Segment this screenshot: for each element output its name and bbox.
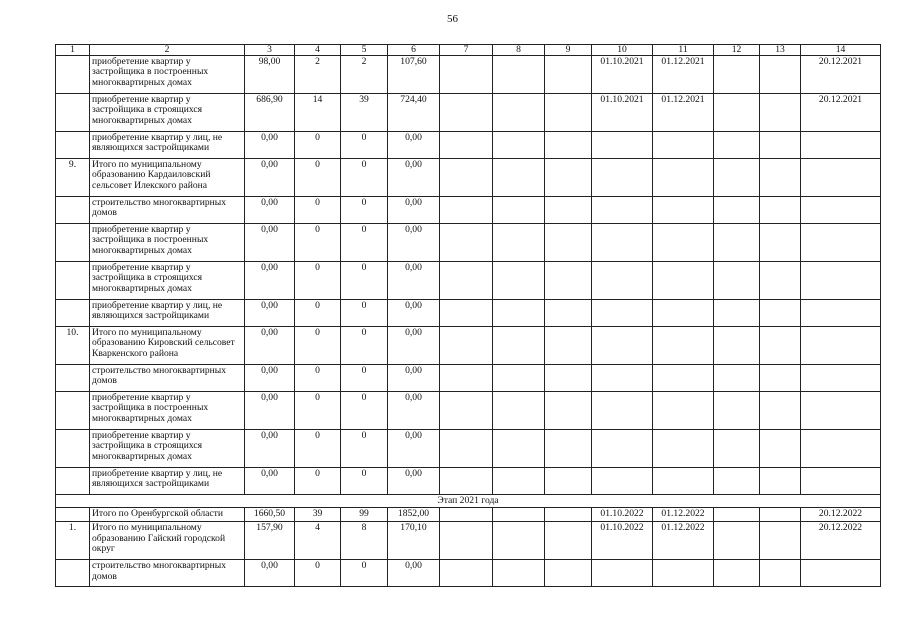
row-description-cell: строительство многоквартирных домов <box>90 197 245 224</box>
table-row <box>56 56 881 94</box>
date-cell: 01.10.2022 <box>592 508 653 522</box>
row-description-cell: Итого по муниципальному образованию Кировский сельсовет Кваркенского района <box>90 327 245 365</box>
count-cell: 2 <box>295 56 341 94</box>
table-row <box>56 159 881 197</box>
table-row <box>56 224 881 262</box>
empty-cell <box>545 56 592 94</box>
empty-cell <box>760 132 801 159</box>
empty-cell <box>714 560 760 587</box>
cost-cell: 98,00 <box>245 56 295 94</box>
area-cell: 0,00 <box>388 262 440 300</box>
empty-cell <box>545 159 592 197</box>
empty-cell <box>760 508 801 522</box>
empty-cell <box>545 365 592 392</box>
date-cell <box>801 159 881 197</box>
empty-cell <box>440 132 493 159</box>
table-row <box>56 392 881 430</box>
cost-cell: 0,00 <box>245 365 295 392</box>
date-cell <box>592 365 653 392</box>
date-cell: 01.10.2021 <box>592 94 653 132</box>
date-cell <box>592 327 653 365</box>
count-cell: 0 <box>341 560 388 587</box>
row-description-cell: приобретение квартир у застройщика в построенных многоквартирных домах <box>90 56 245 94</box>
cost-cell: 0,00 <box>245 327 295 365</box>
date-cell <box>592 197 653 224</box>
row-description-cell: строительство многоквартирных домов <box>90 560 245 587</box>
cost-cell: 0,00 <box>245 224 295 262</box>
date-cell <box>592 430 653 468</box>
empty-cell <box>760 56 801 94</box>
count-cell: 2 <box>341 56 388 94</box>
empty-cell <box>545 197 592 224</box>
empty-cell <box>714 522 760 560</box>
cost-cell: 1660,50 <box>245 508 295 522</box>
column-number-cell: 9 <box>545 45 592 56</box>
date-cell: 01.12.2021 <box>653 94 714 132</box>
empty-cell <box>760 522 801 560</box>
area-cell: 0,00 <box>388 560 440 587</box>
area-cell: 0,00 <box>388 430 440 468</box>
count-cell: 4 <box>295 522 341 560</box>
row-index-cell <box>56 197 90 224</box>
empty-cell <box>440 365 493 392</box>
row-description-cell: приобретение квартир у застройщика в строящихся многоквартирных домах <box>90 430 245 468</box>
empty-cell <box>493 365 545 392</box>
row-description-cell: Итого по муниципальному образованию Кардаиловский сельсовет Илекского района <box>90 159 245 197</box>
area-cell: 0,00 <box>388 300 440 327</box>
area-cell: 0,00 <box>388 197 440 224</box>
area-cell: 0,00 <box>388 132 440 159</box>
empty-cell <box>493 508 545 522</box>
row-description-cell: строительство многоквартирных домов <box>90 365 245 392</box>
count-cell: 0 <box>341 327 388 365</box>
column-number-cell: 5 <box>341 45 388 56</box>
column-number-cell: 2 <box>90 45 245 56</box>
column-number-cell: 13 <box>760 45 801 56</box>
column-number-cell: 14 <box>801 45 881 56</box>
row-index-cell: 9. <box>56 159 90 197</box>
row-index-cell <box>56 560 90 587</box>
count-cell: 99 <box>341 508 388 522</box>
cost-cell: 0,00 <box>245 392 295 430</box>
table-row <box>56 522 881 560</box>
column-number-cell: 1 <box>56 45 90 56</box>
date-cell <box>592 132 653 159</box>
area-cell: 1852,00 <box>388 508 440 522</box>
table-row <box>56 94 881 132</box>
area-cell: 107,60 <box>388 56 440 94</box>
empty-cell <box>545 560 592 587</box>
empty-cell <box>493 430 545 468</box>
row-description-cell: Итого по Оренбургской области <box>90 508 245 522</box>
empty-cell <box>440 159 493 197</box>
empty-cell <box>440 327 493 365</box>
empty-cell <box>440 430 493 468</box>
date-cell <box>653 224 714 262</box>
date-cell: 20.12.2021 <box>801 94 881 132</box>
date-cell <box>801 560 881 587</box>
date-cell <box>801 262 881 300</box>
count-cell: 8 <box>341 522 388 560</box>
row-index-cell <box>56 300 90 327</box>
empty-cell <box>714 508 760 522</box>
count-cell: 0 <box>295 392 341 430</box>
empty-cell <box>493 224 545 262</box>
date-cell <box>592 468 653 495</box>
count-cell: 0 <box>295 197 341 224</box>
row-description-cell: приобретение квартир у лиц, не являющихся застройщиками <box>90 300 245 327</box>
empty-cell <box>545 522 592 560</box>
count-cell: 0 <box>341 159 388 197</box>
empty-cell <box>493 327 545 365</box>
column-number-row <box>56 45 881 56</box>
row-index-cell <box>56 94 90 132</box>
empty-cell <box>493 300 545 327</box>
empty-cell <box>440 224 493 262</box>
empty-cell <box>545 94 592 132</box>
empty-cell <box>714 197 760 224</box>
date-cell: 01.12.2021 <box>653 56 714 94</box>
row-description-cell: приобретение квартир у застройщика в построенных многоквартирных домах <box>90 392 245 430</box>
count-cell: 0 <box>295 132 341 159</box>
count-cell: 0 <box>295 468 341 495</box>
cost-cell: 157,90 <box>245 522 295 560</box>
table-row <box>56 430 881 468</box>
empty-cell <box>714 430 760 468</box>
count-cell: 0 <box>341 468 388 495</box>
count-cell: 0 <box>341 365 388 392</box>
row-index-cell <box>56 508 90 522</box>
date-cell: 01.12.2022 <box>653 522 714 560</box>
column-number-cell: 6 <box>388 45 440 56</box>
date-cell <box>801 132 881 159</box>
date-cell <box>801 300 881 327</box>
empty-cell <box>760 327 801 365</box>
empty-cell <box>493 94 545 132</box>
empty-cell <box>714 327 760 365</box>
area-cell: 0,00 <box>388 468 440 495</box>
count-cell: 39 <box>341 94 388 132</box>
date-cell <box>592 262 653 300</box>
row-index-cell <box>56 365 90 392</box>
table-row <box>56 560 881 587</box>
empty-cell <box>760 197 801 224</box>
column-number-cell: 7 <box>440 45 493 56</box>
date-cell <box>653 327 714 365</box>
date-cell <box>592 224 653 262</box>
row-description-cell: приобретение квартир у застройщика в строящихся многоквартирных домах <box>90 262 245 300</box>
empty-cell <box>714 262 760 300</box>
count-cell: 0 <box>341 197 388 224</box>
empty-cell <box>440 197 493 224</box>
empty-cell <box>545 224 592 262</box>
count-cell: 0 <box>341 392 388 430</box>
row-description-cell: приобретение квартир у лиц, не являющихся застройщиками <box>90 468 245 495</box>
row-index-cell <box>56 468 90 495</box>
table-row <box>56 365 881 392</box>
empty-cell <box>493 392 545 430</box>
date-cell <box>653 430 714 468</box>
date-cell <box>653 300 714 327</box>
empty-cell <box>760 300 801 327</box>
date-cell <box>592 300 653 327</box>
empty-cell <box>440 468 493 495</box>
empty-cell <box>493 522 545 560</box>
row-index-cell <box>56 392 90 430</box>
date-cell <box>653 468 714 495</box>
cost-cell: 0,00 <box>245 159 295 197</box>
date-cell <box>653 365 714 392</box>
empty-cell <box>714 392 760 430</box>
count-cell: 0 <box>341 430 388 468</box>
table-row <box>56 300 881 327</box>
area-cell: 0,00 <box>388 159 440 197</box>
row-index-cell <box>56 430 90 468</box>
row-index-cell <box>56 56 90 94</box>
date-cell: 01.10.2022 <box>592 522 653 560</box>
count-cell: 0 <box>295 262 341 300</box>
empty-cell <box>760 392 801 430</box>
empty-cell <box>714 224 760 262</box>
row-index-cell: 10. <box>56 327 90 365</box>
empty-cell <box>714 159 760 197</box>
empty-cell <box>545 132 592 159</box>
cost-cell: 0,00 <box>245 262 295 300</box>
column-number-cell: 10 <box>592 45 653 56</box>
cost-cell: 686,90 <box>245 94 295 132</box>
date-cell <box>653 132 714 159</box>
count-cell: 0 <box>295 327 341 365</box>
cost-cell: 0,00 <box>245 560 295 587</box>
area-cell: 0,00 <box>388 327 440 365</box>
empty-cell <box>440 508 493 522</box>
count-cell: 39 <box>295 508 341 522</box>
date-cell <box>801 468 881 495</box>
empty-cell <box>760 262 801 300</box>
empty-cell <box>760 159 801 197</box>
empty-cell <box>493 132 545 159</box>
date-cell <box>801 430 881 468</box>
empty-cell <box>440 262 493 300</box>
row-description-cell: Итого по муниципальному образованию Гайский городской округ <box>90 522 245 560</box>
table-row <box>56 262 881 300</box>
empty-cell <box>760 365 801 392</box>
column-number-cell: 3 <box>245 45 295 56</box>
row-description-cell: приобретение квартир у лиц, не являющихся застройщиками <box>90 132 245 159</box>
table-row <box>56 327 881 365</box>
empty-cell <box>493 262 545 300</box>
count-cell: 0 <box>295 430 341 468</box>
cost-cell: 0,00 <box>245 430 295 468</box>
date-cell <box>801 224 881 262</box>
row-description-cell: приобретение квартир у застройщика в строящихся многоквартирных домах <box>90 94 245 132</box>
count-cell: 0 <box>341 224 388 262</box>
row-index-cell <box>56 132 90 159</box>
empty-cell <box>493 159 545 197</box>
empty-cell <box>714 132 760 159</box>
empty-cell <box>440 300 493 327</box>
page-number: 56 <box>447 13 458 25</box>
column-number-cell: 4 <box>295 45 341 56</box>
count-cell: 0 <box>295 159 341 197</box>
area-cell: 0,00 <box>388 365 440 392</box>
program-table <box>55 44 881 587</box>
date-cell <box>592 159 653 197</box>
empty-cell <box>545 392 592 430</box>
cost-cell: 0,00 <box>245 197 295 224</box>
empty-cell <box>545 430 592 468</box>
area-cell: 0,00 <box>388 224 440 262</box>
empty-cell <box>714 56 760 94</box>
empty-cell <box>440 56 493 94</box>
empty-cell <box>493 197 545 224</box>
area-cell: 0,00 <box>388 392 440 430</box>
empty-cell <box>545 468 592 495</box>
empty-cell <box>714 468 760 495</box>
empty-cell <box>714 94 760 132</box>
stage-row <box>56 495 881 508</box>
date-cell <box>801 327 881 365</box>
date-cell <box>653 560 714 587</box>
date-cell <box>801 197 881 224</box>
count-cell: 0 <box>295 365 341 392</box>
area-cell: 724,40 <box>388 94 440 132</box>
date-cell: 20.12.2022 <box>801 508 881 522</box>
empty-cell <box>440 522 493 560</box>
table-row <box>56 197 881 224</box>
empty-cell <box>545 327 592 365</box>
count-cell: 0 <box>341 262 388 300</box>
empty-cell <box>714 365 760 392</box>
empty-cell <box>545 262 592 300</box>
date-cell: 20.12.2021 <box>801 56 881 94</box>
date-cell <box>801 392 881 430</box>
date-cell <box>801 365 881 392</box>
empty-cell <box>760 468 801 495</box>
date-cell: 01.10.2021 <box>592 56 653 94</box>
count-cell: 0 <box>295 224 341 262</box>
row-index-cell: 1. <box>56 522 90 560</box>
empty-cell <box>493 560 545 587</box>
area-cell: 170,10 <box>388 522 440 560</box>
empty-cell <box>760 94 801 132</box>
row-index-cell <box>56 224 90 262</box>
row-description-cell: приобретение квартир у застройщика в построенных многоквартирных домах <box>90 224 245 262</box>
empty-cell <box>440 392 493 430</box>
cost-cell: 0,00 <box>245 132 295 159</box>
date-cell <box>653 197 714 224</box>
table-row <box>56 132 881 159</box>
date-cell: 20.12.2022 <box>801 522 881 560</box>
column-number-cell: 8 <box>493 45 545 56</box>
empty-cell <box>760 560 801 587</box>
empty-cell <box>440 560 493 587</box>
empty-cell <box>545 508 592 522</box>
empty-cell <box>493 56 545 94</box>
cost-cell: 0,00 <box>245 300 295 327</box>
stage-label-cell: Этап 2021 года <box>56 495 881 508</box>
empty-cell <box>493 468 545 495</box>
row-index-cell <box>56 262 90 300</box>
empty-cell <box>545 300 592 327</box>
column-number-cell: 12 <box>714 45 760 56</box>
column-number-cell: 11 <box>653 45 714 56</box>
empty-cell <box>440 94 493 132</box>
cost-cell: 0,00 <box>245 468 295 495</box>
empty-cell <box>760 430 801 468</box>
date-cell: 01.12.2022 <box>653 508 714 522</box>
count-cell: 14 <box>295 94 341 132</box>
date-cell <box>592 560 653 587</box>
count-cell: 0 <box>295 300 341 327</box>
date-cell <box>653 262 714 300</box>
count-cell: 0 <box>295 560 341 587</box>
empty-cell <box>760 224 801 262</box>
count-cell: 0 <box>341 300 388 327</box>
date-cell <box>653 159 714 197</box>
count-cell: 0 <box>341 132 388 159</box>
date-cell <box>653 392 714 430</box>
date-cell <box>592 392 653 430</box>
empty-cell <box>714 300 760 327</box>
table-row <box>56 508 881 522</box>
table-row <box>56 468 881 495</box>
